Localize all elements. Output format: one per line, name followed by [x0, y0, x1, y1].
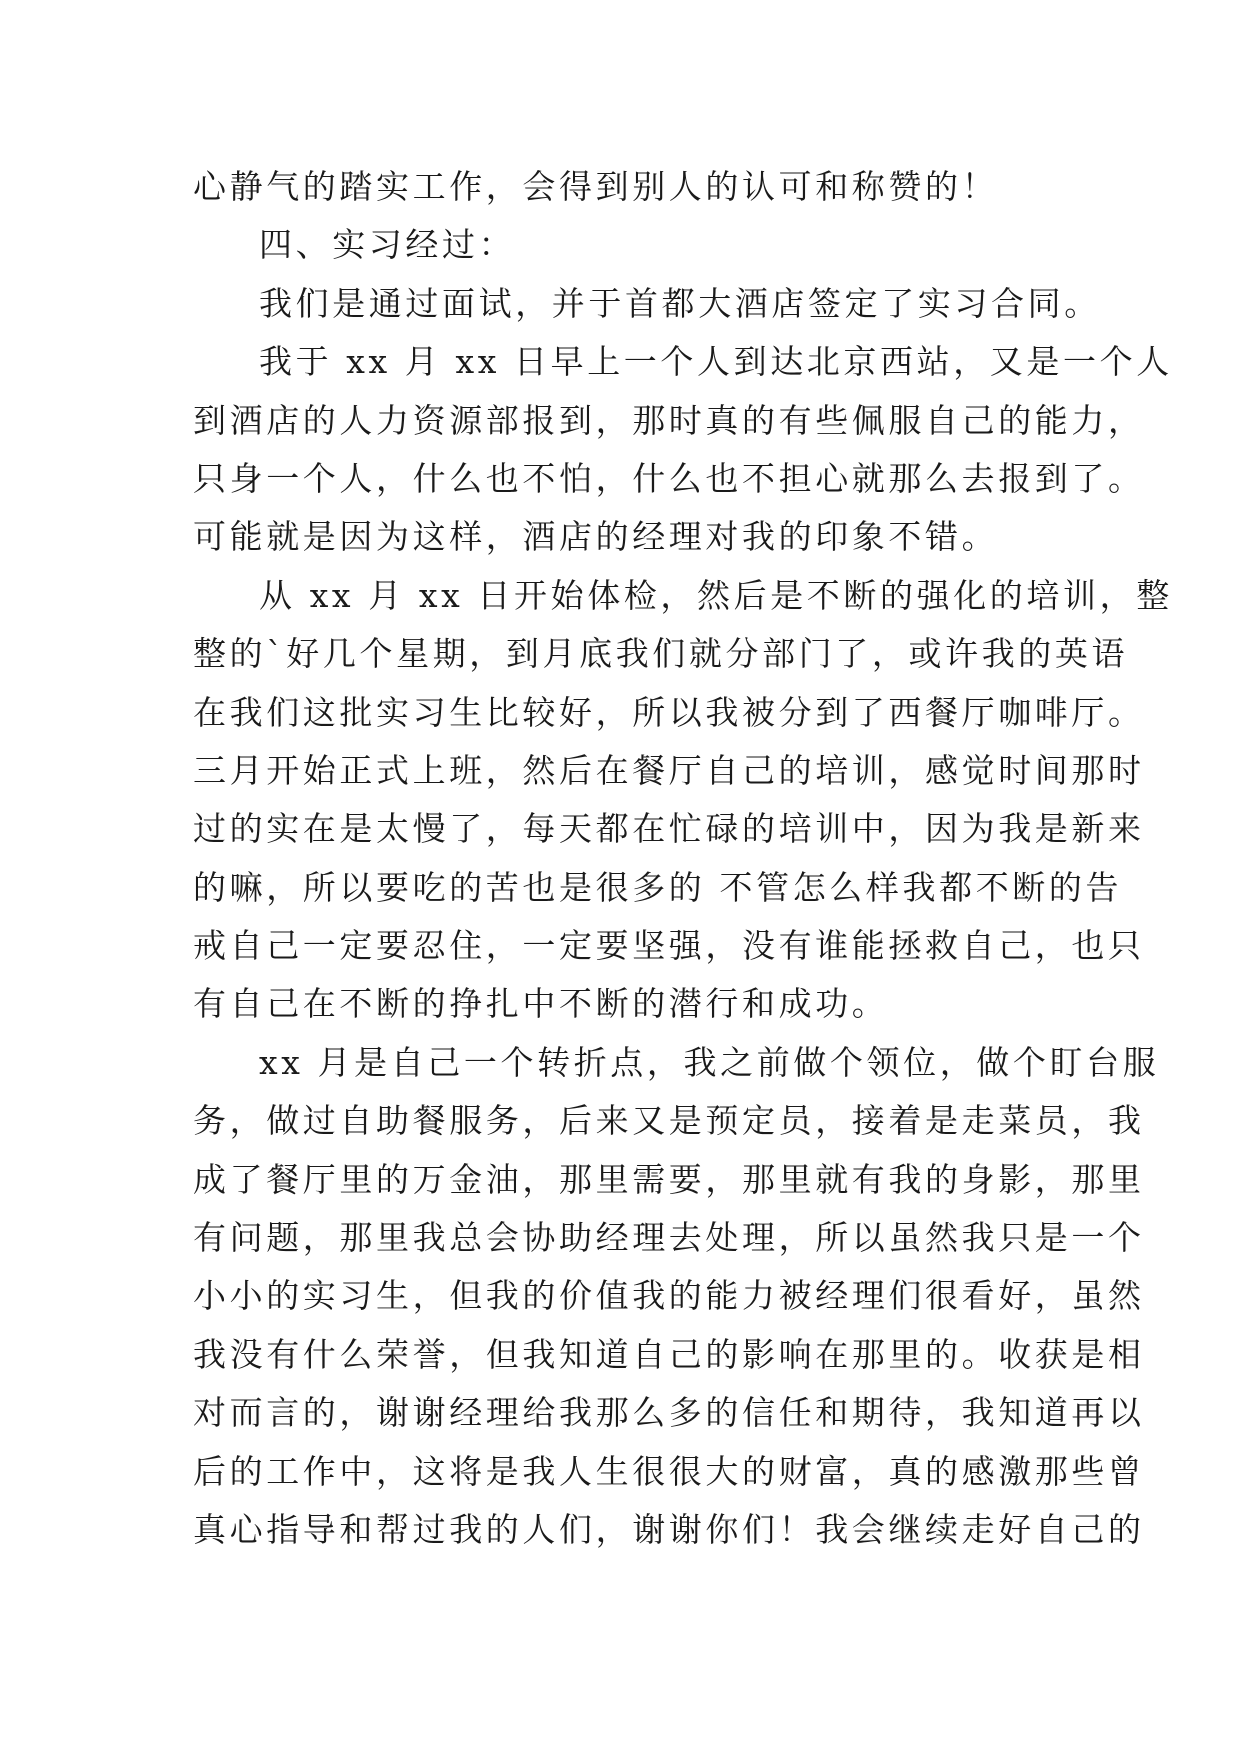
text-line: 过的实在是太慢了，每天都在忙碌的培训中，因为我是新来	[193, 809, 1145, 849]
text-line: 成了餐厅里的万金油，那里需要，那里就有我的身影，那里	[193, 1159, 1145, 1199]
text-line: 我们是通过面试，并于首都大酒店签定了实习合同。	[259, 283, 1101, 323]
text-line: 后的工作中，这将是我人生很很大的财富，真的感激那些曾	[193, 1451, 1145, 1491]
text-line: 可能就是因为这样，酒店的经理对我的印象不错。	[193, 517, 999, 557]
text-line: 戒自己一定要忍住，一定要坚强，没有谁能拯救自己，也只	[193, 926, 1145, 966]
text-line: 心静气的踏实工作，会得到别人的认可和称赞的！	[193, 167, 999, 206]
text-line: 我于 xx 月 xx 日早上一个人到达北京西站，又是一个人	[259, 342, 1173, 382]
text-line: 的嘛，所以要吃的苦也是很多的 不管怎么样我都不断的告	[193, 867, 1123, 907]
text-line: 有问题，那里我总会协助经理去处理，所以虽然我只是一个	[193, 1218, 1145, 1258]
text-line: 到酒店的人力资源部报到，那时真的有些佩服自己的能力，	[193, 400, 1145, 440]
body-text	[193, 158, 1173, 1559]
text-line: 我没有什么荣誉，但我知道自己的影响在那里的。收获是相	[193, 1334, 1145, 1374]
text-line: 只身一个人，什么也不怕，什么也不担心就那么去报到了。	[193, 458, 1145, 498]
text-line: 三月开始正式上班，然后在餐厅自己的培训，感觉时间那时	[193, 750, 1145, 790]
text-line: xx 月是自己一个转折点，我之前做个领位，做个盯台服	[259, 1042, 1160, 1082]
text-line: 对而言的，谢谢经理给我那么多的信任和期待，我知道再以	[193, 1393, 1145, 1433]
text-line: 有自己在不断的挣扎中不断的潜行和成功。	[193, 984, 889, 1024]
text-line: 在我们这批实习生比较好，所以我被分到了西餐厅咖啡厅。	[193, 692, 1145, 732]
text-line: 整的`好几个星期，到月底我们就分部门了，或许我的英语	[193, 634, 1129, 674]
text-line: 务，做过自助餐服务，后来又是预定员，接着是走菜员，我	[193, 1101, 1145, 1141]
text-line: 真心指导和帮过我的人们，谢谢你们！我会继续走好自己的	[193, 1509, 1145, 1549]
section-heading: 四、实习经过：	[259, 225, 516, 265]
text-line: 小小的实习生，但我的价值我的能力被经理们很看好，虽然	[193, 1276, 1145, 1316]
text-line: 从 xx 月 xx 日开始体检，然后是不断的强化的培训，整	[259, 575, 1173, 615]
